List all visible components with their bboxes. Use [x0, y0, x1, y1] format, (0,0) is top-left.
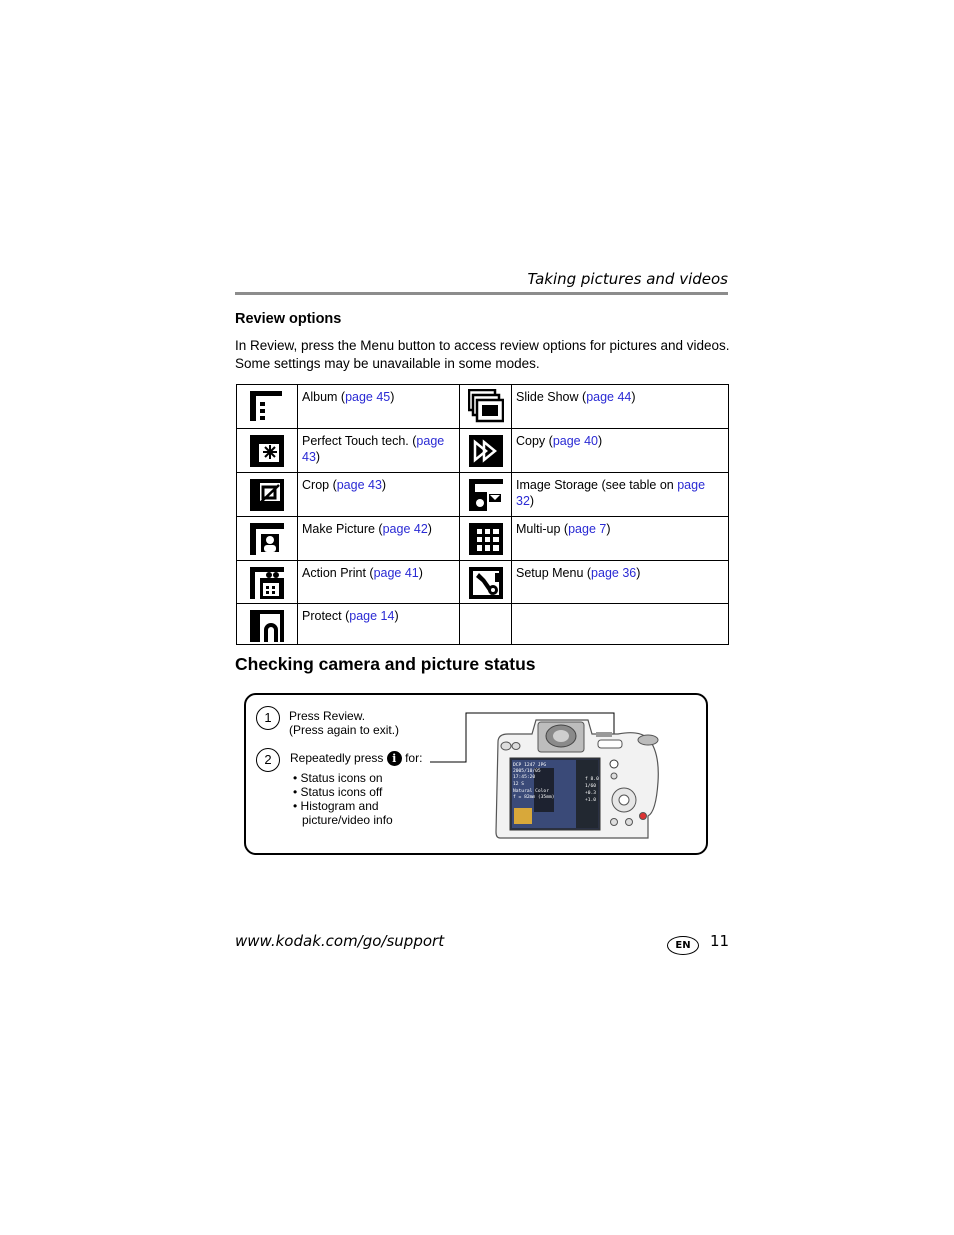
option-crop: Crop (page 43) [298, 473, 460, 517]
status-bullet-list [293, 771, 393, 827]
multi-up-page-link[interactable]: page 7 [568, 522, 607, 536]
option-copy: Copy (page 40) [512, 429, 729, 473]
option-protect: Protect (page 14) [298, 604, 460, 645]
slideshow-icon [468, 389, 504, 423]
crop-page-link[interactable]: page 43 [336, 478, 382, 492]
action-print-icon-cell [237, 561, 298, 604]
page-number: 11 [710, 932, 730, 950]
setup-menu-page-link[interactable]: page 36 [591, 566, 637, 580]
language-badge: EN [667, 936, 699, 955]
screen-line-4: 12 S [513, 782, 525, 787]
option-slideshow: Slide Show (page 44) [512, 385, 729, 429]
crop-icon-cell [237, 473, 298, 517]
perfect-touch-icon [250, 433, 284, 467]
protect-icon [250, 608, 284, 642]
screen-line-1: DCP 1247 JPG [513, 763, 547, 768]
option-album: Album (page 45) [298, 385, 460, 429]
copy-icon [469, 433, 503, 467]
screen-line-5: Natural Color [513, 789, 549, 794]
option-multi-up: Multi-up (page 7) [512, 517, 729, 561]
image-storage-page-link[interactable]: page 32 [516, 478, 706, 508]
info-button[interactable] [610, 760, 618, 768]
image-storage-icon-cell [460, 473, 512, 517]
action-print-icon [250, 565, 284, 599]
camera-back-illustration [488, 712, 670, 842]
crop-icon [250, 477, 284, 511]
multi-up-icon-cell [460, 517, 512, 561]
action-print-page-link[interactable]: page 41 [373, 566, 419, 580]
setup-menu-icon-cell [460, 561, 512, 604]
step-2-text: Repeatedly press i for: [290, 751, 423, 766]
make-picture-icon [250, 521, 284, 555]
copy-icon-cell [460, 429, 512, 473]
perfect-touch-page-link[interactable]: page 43 [302, 434, 445, 464]
screen-line-6: f = 82mm (35mm) [513, 795, 555, 800]
support-url[interactable]: www.kodak.com/go/support [235, 932, 445, 950]
copy-page-link[interactable]: page 40 [552, 434, 599, 448]
option-make-picture: Make Picture (page 42) [298, 517, 460, 561]
perfect-touch-icon-cell [237, 429, 298, 473]
album-icon-cell [237, 385, 298, 429]
status-heading: Checking camera and picture status [235, 654, 536, 674]
empty-option-cell [512, 604, 729, 645]
album-page-link[interactable]: page 45 [345, 390, 391, 404]
make-picture-page-link[interactable]: page 42 [382, 522, 428, 536]
step-1-text: Press Review. (Press again to exit.) [289, 709, 400, 737]
slideshow-page-link[interactable]: page 44 [586, 390, 632, 404]
image-storage-icon [469, 477, 503, 511]
bullet-status-off: • Status icons off [293, 785, 383, 799]
review-intro: In Review, press the Menu button to access review options for pictures and videos. Some settings may be unavailable in some modes. [235, 338, 730, 371]
album-icon [250, 389, 284, 423]
screen-right-1: f 8.0 [585, 777, 599, 782]
screen-right-2: 1/60 [585, 784, 597, 789]
bullet-status-on: • Status icons on [293, 771, 383, 785]
make-picture-icon-cell [237, 517, 298, 561]
setup-menu-icon [469, 565, 503, 599]
multi-up-icon [469, 521, 503, 555]
screen-right-3: +0.3 [585, 791, 597, 796]
option-action-print: Action Print (page 41) [298, 561, 460, 604]
review-options-heading: Review options [235, 311, 342, 327]
option-setup-menu: Setup Menu (page 36) [512, 561, 729, 604]
screen-line-2: 2005/10/05 [513, 769, 541, 774]
info-button-icon: i [387, 751, 402, 766]
review-options-table [236, 384, 729, 645]
screen-right-4: +1.0 [585, 798, 597, 803]
option-perfect-touch: Perfect Touch tech. (page 43) [298, 429, 460, 473]
empty-icon-cell [460, 604, 512, 645]
bullet-histogram-cont: picture/video info [302, 813, 393, 827]
protect-icon-cell [237, 604, 298, 645]
header-rule [235, 292, 728, 295]
step-1-number: 1 [256, 706, 280, 730]
screen-line-3: 17:45:20 [513, 775, 536, 780]
slideshow-icon-cell [460, 385, 512, 429]
option-image-storage: Image Storage (see table on page 32) [512, 473, 729, 517]
protect-page-link[interactable]: page 14 [349, 609, 395, 623]
bullet-histogram: • Histogram and [293, 799, 379, 813]
running-head: Taking pictures and videos [527, 270, 728, 288]
step-2-number: 2 [256, 748, 280, 772]
